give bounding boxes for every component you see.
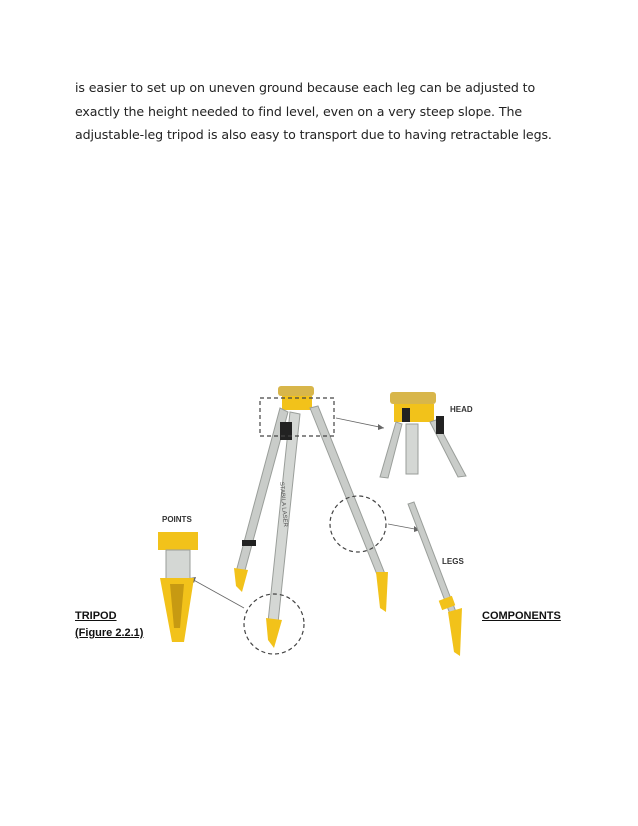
legs-detail: [408, 502, 462, 656]
caption-components: COMPONENTS: [482, 610, 561, 622]
tripod-foot: [234, 568, 248, 592]
tripod-right-leg: [310, 406, 385, 577]
points-detail: [158, 532, 198, 642]
tripod-clamp: [242, 540, 256, 546]
paragraph-line-1: is easier to set up on uneven ground because each leg can be adjusted to: [75, 80, 536, 95]
caption-title: TRIPOD: [75, 610, 117, 622]
main-tripod: [234, 386, 388, 648]
label-points: POINTS: [162, 515, 192, 524]
caption-figure-ref: (Figure 2.2.1): [75, 627, 144, 639]
body-paragraph: [75, 76, 575, 147]
head-arrow-tip: [378, 424, 384, 430]
label-head: HEAD: [450, 405, 473, 414]
head-arrow: [336, 418, 384, 428]
label-legs: LEGS: [442, 557, 464, 566]
tripod-foot: [376, 572, 388, 612]
paragraph-line-2: exactly the height needed to find level, even on a very steep slope. The: [75, 103, 522, 119]
tripod-head-plate: [278, 386, 314, 396]
tripod-components-figure: [140, 372, 480, 662]
brand-text: STABILA LASER: [278, 481, 288, 528]
paragraph-line-3: adjustable-leg tripod is also easy to transport due to having retractable legs.: [75, 127, 552, 142]
tripod-clamp: [280, 422, 292, 440]
tripod-foot: [266, 618, 282, 648]
